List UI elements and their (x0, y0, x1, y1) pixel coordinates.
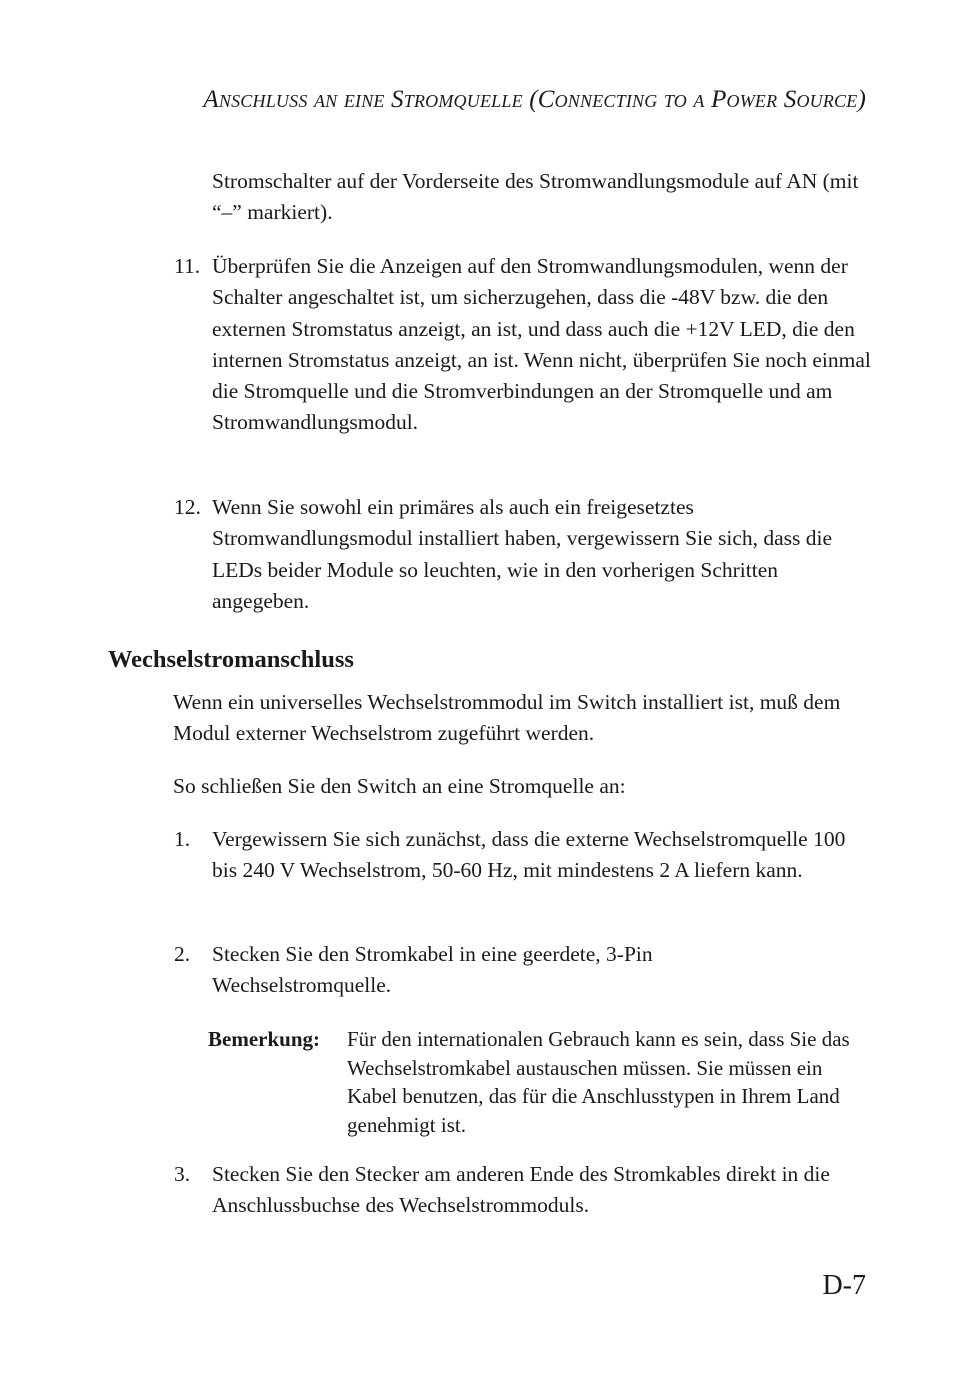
continuation-paragraph: Stromschalter auf der Vorderseite des Stromwandlungsmodule auf AN (mit “–” markiert). (212, 169, 859, 225)
list-text: Wenn Sie sowohl ein primäres als auch ein freigesetztes Stromwandlungsmodul installiert haben, vergewissern Sie sich, dass die LEDs beider Module so leuchten, wie in den vorherigen Schritten angegeben. (212, 495, 833, 613)
list-text: Vergewissern Sie sich zunächst, dass die externe Wechselstromquelle 100 bis 240 V Wechselstrom, 50-60 Hz, mit mindestens 2 A liefern kann. (212, 827, 846, 883)
list-number: 12. (174, 495, 201, 519)
list-text: Stecken Sie den Stecker am anderen Ende des Stromkables direkt in die Anschlussbuchse des Wechselstrommoduls. (212, 1162, 830, 1218)
section-lead: So schließen Sie den Switch an eine Stromquelle an: (173, 774, 626, 798)
list-number: 3. (174, 1162, 191, 1186)
note-text: Für den internationalen Gebrauch kann es sein, dass Sie das Wechselstromkabel austauschen müssen. Sie müssen ein Kabel benutzen, das für die Anschlusstypen in Ihrem Land genehmigt ist. (347, 1027, 850, 1137)
page-number: D-7 (822, 1270, 866, 1301)
list-number: 1. (174, 827, 191, 851)
list-number: 11. (174, 254, 201, 278)
section-intro: Wenn ein universelles Wechselstrommodul im Switch installiert ist, muß dem Modul externer Wechselstrom zugeführt werden. (173, 690, 841, 746)
list-text: Stecken Sie den Stromkabel in eine geerdete, 3-Pin Wechselstromquelle. (212, 942, 653, 998)
list-number: 2. (174, 942, 191, 966)
list-text: Überprüfen Sie die Anzeigen auf den Stromwandlungsmodulen, wenn der Schalter angeschaltet ist, um sicherzugehen, dass die -48V bzw. die den externen Stromstatus anzeigt, an ist, und dass auch die +12V LED, die den internen Stromstatus anzeigt, an ist. Wenn nicht, überprüfen Sie noch einmal die Stromquelle und die Stromverbindungen an der Stromquelle und am Stromwandlungsmodul. (212, 254, 871, 435)
running-header: Anschluss an eine Stromquelle (Connecting to a Power Source) (203, 86, 866, 113)
section-heading: Wechselstromanschluss (108, 646, 354, 673)
note-label: Bemerkung: (208, 1027, 320, 1051)
